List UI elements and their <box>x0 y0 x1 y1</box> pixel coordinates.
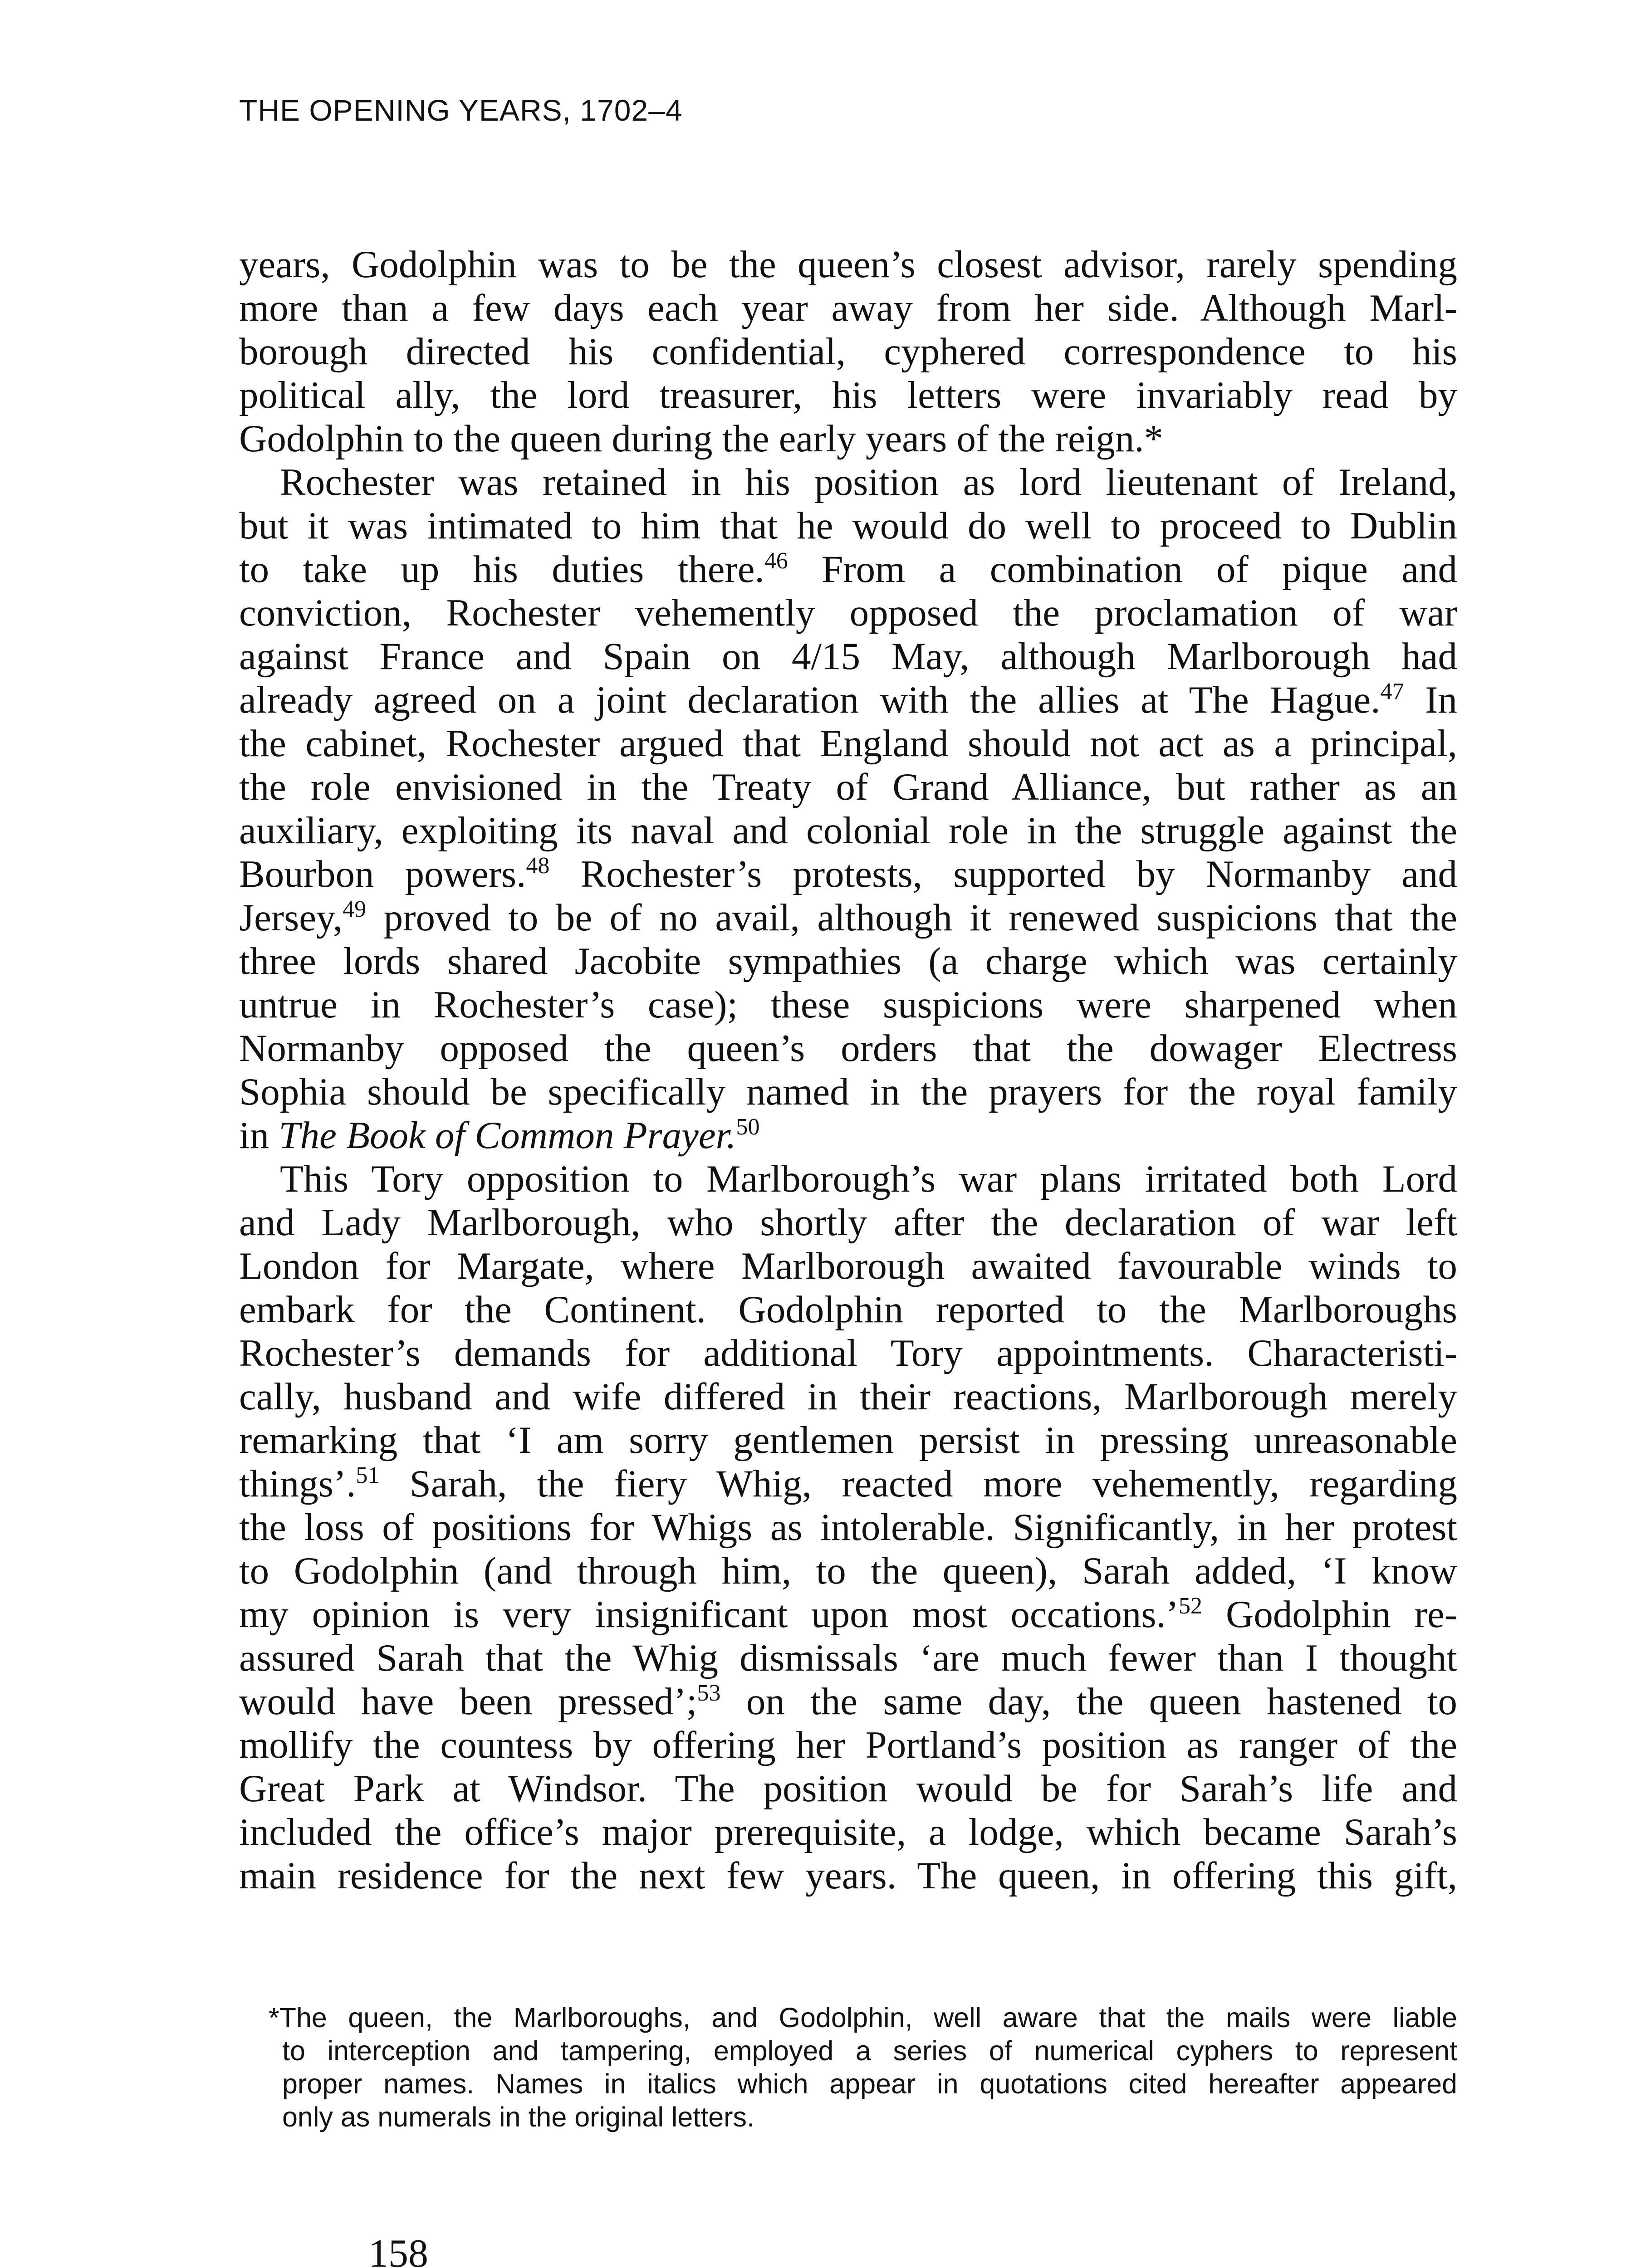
text-line <box>239 852 1457 896</box>
text-line <box>239 1505 1457 1549</box>
text-line <box>239 1723 1457 1767</box>
text-line-main: Godolphin to the queen during the early years of the reign.* <box>239 417 1164 460</box>
text-line-main: conviction, Rochester vehemently opposed the proclamation of war <box>239 591 1457 634</box>
text-line-main: would have been pressed’; <box>239 1680 697 1723</box>
text-line-main: already agreed on a joint declaration with the allies at The Hague. <box>239 679 1381 721</box>
footnote-line: to interception and tampering, employed a series of numerical cyphers to represent <box>282 2035 1457 2066</box>
text-line <box>239 330 1457 373</box>
text-line-main: This Tory opposition to Marlborough’s war plans irritated both Lord <box>280 1158 1457 1200</box>
page-number: 158 <box>368 2232 428 2268</box>
text-line-main: Bourbon powers. <box>239 853 526 895</box>
text-line <box>239 1157 1457 1201</box>
footnote-reference: 46 <box>764 548 788 574</box>
text-line <box>239 809 1457 852</box>
text-line-main: auxiliary, exploiting its naval and colonial role in the struggle against the <box>239 809 1457 852</box>
text-line <box>239 1288 1457 1331</box>
text-line <box>239 417 1457 460</box>
text-line-main: political ally, the lord treasurer, his letters were invariably read by <box>239 374 1457 416</box>
text-line <box>239 1636 1457 1680</box>
text-line-main: Sophia should be specifically named in the prayers for the royal family <box>239 1070 1457 1113</box>
text-line-main: more than a few days each year away from her side. Although Marl- <box>239 287 1457 329</box>
text-line-main: and Lady Marlborough, who shortly after the declaration of war left <box>239 1201 1457 1244</box>
text-line-continuation: Rochester’s protests, supported by Normanby and <box>549 853 1457 895</box>
text-line-main: Great Park at Windsor. The position would be for Sarah’s life and <box>239 1767 1457 1810</box>
text-line-main: but it was intimated to him that he would do well to proceed to Dublin <box>239 504 1457 547</box>
text-line-main: in <box>239 1114 279 1157</box>
text-line <box>239 1462 1457 1505</box>
text-line-main: main residence for the next few years. The queen, in offering this gift, <box>239 1854 1457 1897</box>
footnote-reference: 51 <box>356 1462 380 1488</box>
footnote-line: only as numerals in the original letters. <box>282 2102 754 2132</box>
text-line <box>239 1201 1457 1244</box>
text-line <box>239 591 1457 635</box>
text-line <box>239 373 1457 417</box>
body-text <box>239 243 1457 1897</box>
footnote <box>269 2001 1457 2134</box>
footnote-reference: 48 <box>526 853 550 879</box>
italic-title: The Book of Common Prayer. <box>279 1114 736 1157</box>
text-line-continuation: Sarah, the fiery Whig, reacted more vehemently, regarding <box>379 1462 1457 1505</box>
text-line-main: included the office’s major prerequisite, a lodge, which became Sarah’s <box>239 1811 1457 1853</box>
footnote-reference: 50 <box>736 1114 760 1140</box>
text-line-continuation: Godolphin re- <box>1202 1593 1457 1636</box>
text-line-continuation: on the same day, the queen hastened to <box>720 1680 1457 1723</box>
text-line-main: remarking that ‘I am sorry gentlemen persist in pressing unreasonable <box>239 1419 1457 1461</box>
text-line-main: the role envisioned in the Treaty of Grand Alliance, but rather as an <box>239 766 1457 808</box>
text-line-main: to Godolphin (and through him, to the queen), Sarah added, ‘I know <box>239 1549 1457 1592</box>
text-line-main: Rochester’s demands for additional Tory appointments. Characteristi- <box>239 1332 1457 1374</box>
text-line-main: three lords shared Jacobite sympathies (a charge which was certainly <box>239 940 1457 982</box>
footnote-reference: 53 <box>697 1680 721 1706</box>
text-line-main: untrue in Rochester’s case); these suspicions were sharpened when <box>239 983 1457 1026</box>
text-line-main: the cabinet, Rochester argued that England should not act as a principal, <box>239 722 1457 765</box>
text-line <box>239 765 1457 809</box>
text-line <box>239 460 1457 504</box>
text-line-main: my opinion is very insignificant upon most occations.’ <box>239 1593 1179 1636</box>
text-line-main: embark for the Continent. Godolphin reported to the Marlboroughs <box>239 1288 1457 1331</box>
text-line <box>239 286 1457 330</box>
text-line <box>239 1418 1457 1462</box>
text-line <box>239 1375 1457 1418</box>
text-line-continuation: proved to be of no avail, although it renewed suspicions that the <box>366 896 1457 939</box>
text-line <box>239 504 1457 547</box>
running-head: THE OPENING YEARS, 1702–4 <box>239 93 683 127</box>
text-line <box>239 1549 1457 1593</box>
footnote-reference: 49 <box>343 896 367 922</box>
text-line <box>239 1331 1457 1375</box>
text-line <box>239 678 1457 722</box>
text-line <box>239 1114 1457 1157</box>
text-line-main: Rochester was retained in his position as lord lieutenant of Ireland, <box>280 461 1457 503</box>
text-line <box>239 1810 1457 1854</box>
text-line <box>239 1593 1457 1636</box>
text-line <box>239 1680 1457 1723</box>
text-line <box>239 1026 1457 1070</box>
text-line-main: Jersey, <box>239 896 343 939</box>
text-line-main: against France and Spain on 4/15 May, although Marlborough had <box>239 635 1457 678</box>
text-line-main: borough directed his confidential, cyphered correspondence to his <box>239 330 1457 373</box>
text-line <box>239 1767 1457 1810</box>
text-line <box>239 1854 1457 1897</box>
footnote-reference: 47 <box>1380 679 1404 704</box>
text-line-main: assured Sarah that the Whig dismissals ‘are much fewer than I thought <box>239 1637 1457 1679</box>
text-line-main: to take up his duties there. <box>239 548 764 591</box>
footnote-line: *The queen, the Marlboroughs, and Godolphin, well aware that the mails were liable <box>269 2002 1457 2033</box>
text-line <box>239 1244 1457 1288</box>
text-line <box>239 243 1457 286</box>
text-line-main: the loss of positions for Whigs as intolerable. Significantly, in her protest <box>239 1506 1457 1549</box>
text-line-main: mollify the countess by offering her Portland’s position as ranger of the <box>239 1724 1457 1766</box>
text-line <box>239 722 1457 765</box>
text-line-main: things’. <box>239 1462 356 1505</box>
text-line <box>239 983 1457 1026</box>
text-line-main: years, Godolphin was to be the queen’s closest advisor, rarely spending <box>239 243 1457 286</box>
text-line-continuation: In <box>1404 679 1457 721</box>
text-line-main: London for Margate, where Marlborough awaited favourable winds to <box>239 1245 1457 1287</box>
footnote-line: proper names. Names in italics which appear in quotations cited hereafter appeared <box>282 2068 1457 2099</box>
text-line <box>239 1070 1457 1114</box>
footnote-reference: 52 <box>1178 1593 1202 1619</box>
text-line <box>239 939 1457 983</box>
text-line <box>239 896 1457 939</box>
text-line-main: cally, husband and wife differed in their reactions, Marlborough merely <box>239 1375 1457 1418</box>
text-line-continuation: From a combination of pique and <box>788 548 1458 591</box>
text-line <box>239 547 1457 591</box>
text-line-main: Normanby opposed the queen’s orders that the dowager Electress <box>239 1027 1457 1070</box>
text-line <box>239 635 1457 678</box>
